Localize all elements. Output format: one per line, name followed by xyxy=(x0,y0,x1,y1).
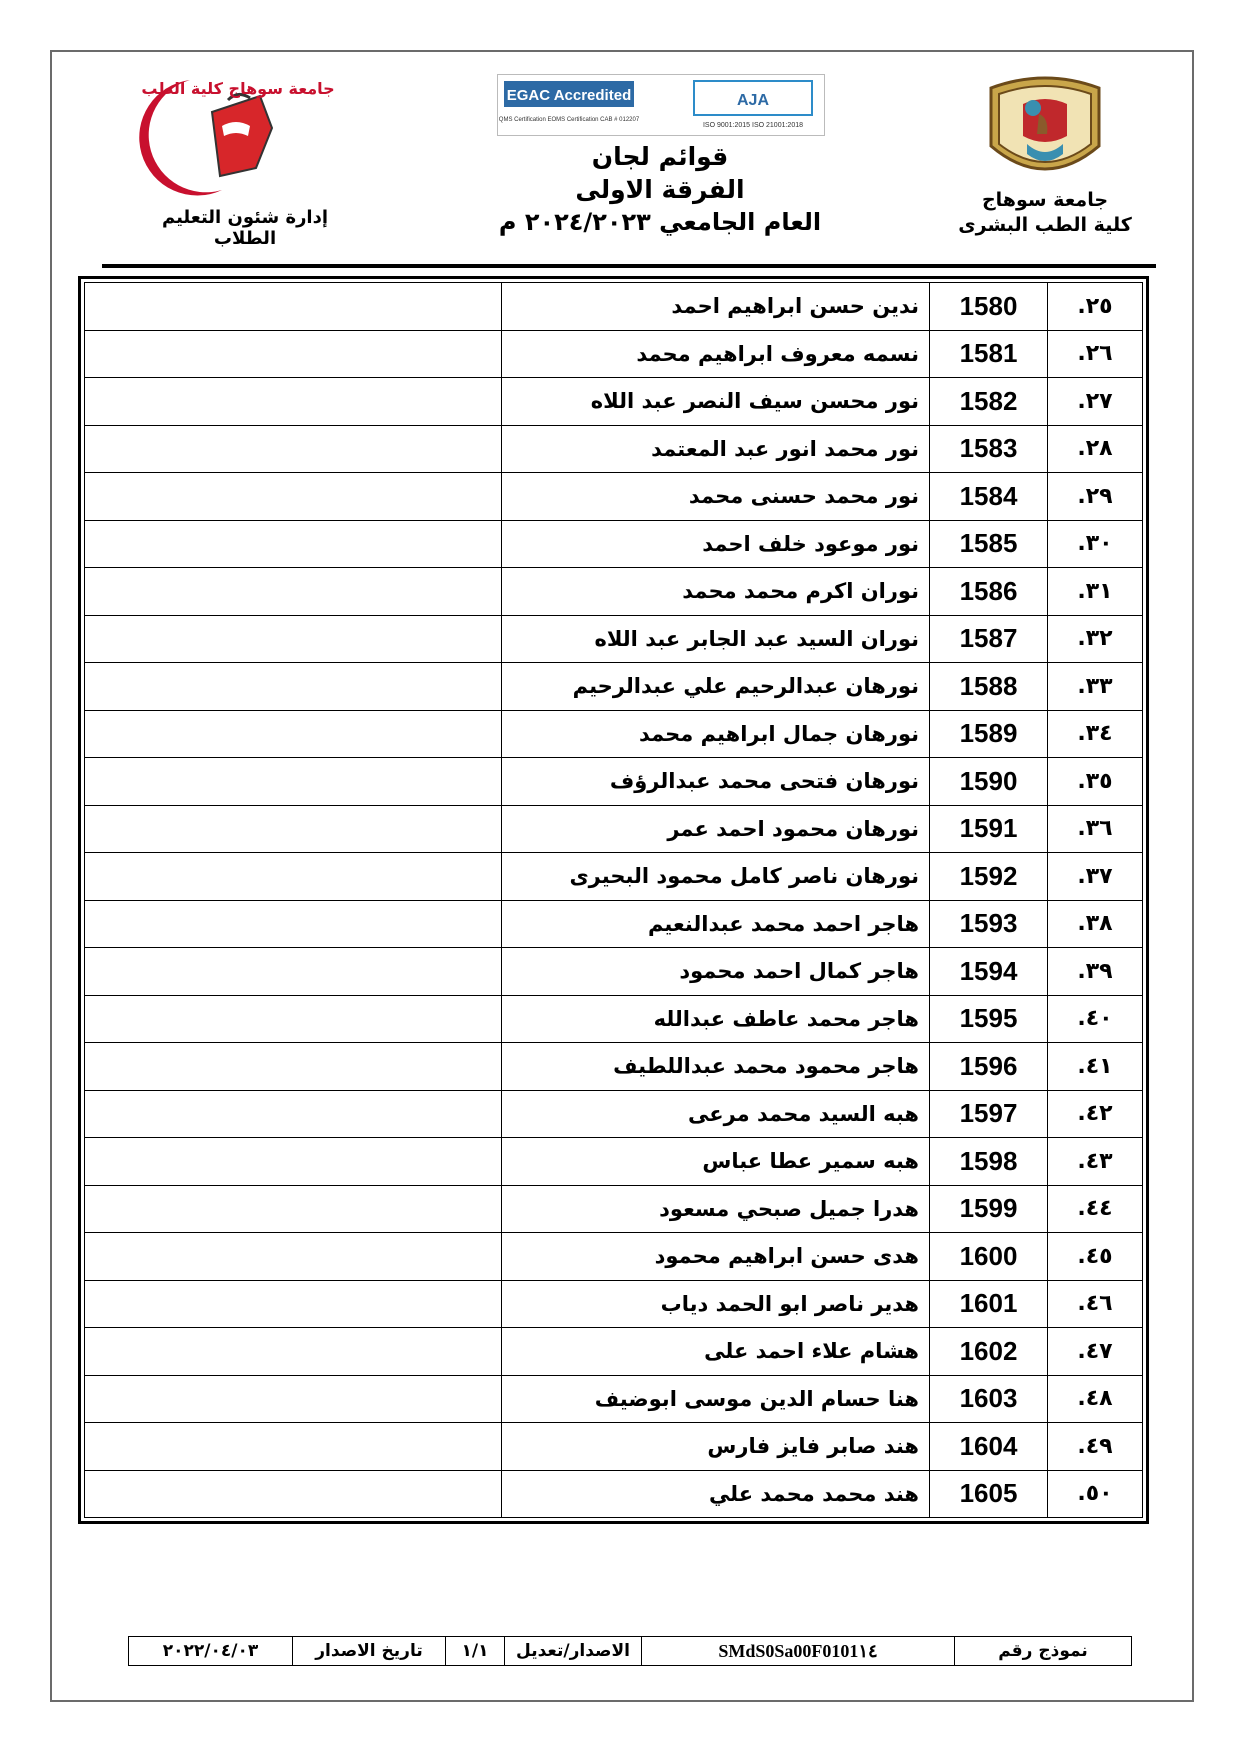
certification-badges xyxy=(497,74,825,136)
table-row xyxy=(85,330,1143,378)
student-name: نور محمد انور عبد المعتمد xyxy=(502,425,930,473)
row-index: ٣٨. xyxy=(1048,900,1143,948)
table-row xyxy=(85,568,1143,616)
student-code: 1598 xyxy=(930,1138,1048,1186)
student-name: هاجر محمد عاطف عبدالله xyxy=(502,995,930,1043)
table-row xyxy=(85,853,1143,901)
student-code: 1585 xyxy=(930,520,1048,568)
student-code: 1581 xyxy=(930,330,1048,378)
row-index: ٤٩. xyxy=(1048,1423,1143,1471)
signature-cell xyxy=(85,1280,502,1328)
signature-cell xyxy=(85,1185,502,1233)
table-row xyxy=(85,1043,1143,1091)
student-code: 1603 xyxy=(930,1375,1048,1423)
university-name: جامعة سوهاج xyxy=(981,189,1109,211)
row-index: ٤٣. xyxy=(1048,1138,1143,1186)
signature-cell xyxy=(85,995,502,1043)
student-code: 1583 xyxy=(930,425,1048,473)
row-index: ٥٠. xyxy=(1048,1470,1143,1518)
student-code: 1597 xyxy=(930,1090,1048,1138)
student-code: 1596 xyxy=(930,1043,1048,1091)
student-code: 1584 xyxy=(930,473,1048,521)
version-label: الاصدار/تعديل xyxy=(504,1637,641,1665)
row-index: ٢٦. xyxy=(1048,330,1143,378)
signature-cell xyxy=(85,1470,502,1518)
student-name: هاجر كمال احمد محمود xyxy=(502,948,930,996)
student-name: نورهان فتحى محمد عبدالرؤف xyxy=(502,758,930,806)
table-row xyxy=(85,900,1143,948)
table-row xyxy=(85,473,1143,521)
student-code: 1587 xyxy=(930,615,1048,663)
student-name: نورهان ناصر كامل محمود البحيرى xyxy=(502,853,930,901)
table-row xyxy=(85,710,1143,758)
row-index: ٤٤. xyxy=(1048,1185,1143,1233)
row-index: ٣٠. xyxy=(1048,520,1143,568)
table-row xyxy=(85,378,1143,426)
student-code: 1582 xyxy=(930,378,1048,426)
signature-cell xyxy=(85,378,502,426)
row-index: ٢٨. xyxy=(1048,425,1143,473)
student-name: نورهان محمود احمد عمر xyxy=(502,805,930,853)
signature-cell xyxy=(85,1375,502,1423)
row-index: ٢٧. xyxy=(1048,378,1143,426)
department-name: إدارة شئون التعليم الطلاب xyxy=(161,207,329,249)
table-row xyxy=(85,1280,1143,1328)
signature-cell xyxy=(85,283,502,331)
table-row xyxy=(85,425,1143,473)
table-row xyxy=(85,520,1143,568)
table-row xyxy=(85,1090,1143,1138)
student-name: هند صابر فايز فارس xyxy=(502,1423,930,1471)
table-row xyxy=(85,805,1143,853)
form-label: نموذج رقم xyxy=(954,1637,1131,1665)
form-code: SMdS0Sa00F0101١٤ xyxy=(641,1637,954,1665)
row-index: ٣٣. xyxy=(1048,663,1143,711)
student-name: هدرا جميل صبحي مسعود xyxy=(502,1185,930,1233)
table-row xyxy=(85,1328,1143,1376)
row-index: ٤٦. xyxy=(1048,1280,1143,1328)
table-row xyxy=(85,1470,1143,1518)
student-name: نسمه معروف ابراهيم محمد xyxy=(502,330,930,378)
student-name: نور موعود خلف احمد xyxy=(502,520,930,568)
student-code: 1590 xyxy=(930,758,1048,806)
row-index: ٣٩. xyxy=(1048,948,1143,996)
row-index: ٤٢. xyxy=(1048,1090,1143,1138)
table-row xyxy=(85,758,1143,806)
table-row xyxy=(85,1185,1143,1233)
row-index: ٣٤. xyxy=(1048,710,1143,758)
signature-cell xyxy=(85,1043,502,1091)
faculty-name: كلية الطب البشرى xyxy=(958,214,1132,236)
version-value: ١/١ xyxy=(445,1637,504,1665)
table-row xyxy=(85,1423,1143,1471)
student-name: هبه سمير عطا عباس xyxy=(502,1138,930,1186)
date-value: ٢٠٢٢/٠٤/٠٣ xyxy=(162,1641,259,1661)
table-row xyxy=(85,1375,1143,1423)
student-name: هبه السيد محمد مرعى xyxy=(502,1090,930,1138)
student-name: نورهان جمال ابراهيم محمد xyxy=(502,710,930,758)
student-code: 1591 xyxy=(930,805,1048,853)
students-table-grid xyxy=(84,282,1143,1518)
student-code: 1605 xyxy=(930,1470,1048,1518)
row-index: ٣٧. xyxy=(1048,853,1143,901)
signature-cell xyxy=(85,330,502,378)
row-index: ٣٥. xyxy=(1048,758,1143,806)
student-name: نوران السيد عبد الجابر عبد اللاه xyxy=(502,615,930,663)
row-index: ٤٠. xyxy=(1048,995,1143,1043)
student-name: هند محمد محمد علي xyxy=(502,1470,930,1518)
student-code: 1595 xyxy=(930,995,1048,1043)
signature-cell xyxy=(85,805,502,853)
student-code: 1586 xyxy=(930,568,1048,616)
student-code: 1593 xyxy=(930,900,1048,948)
academic-year: العام الجامعي ٢٠٢٤/٢٠٢٣ م xyxy=(498,208,822,236)
signature-cell xyxy=(85,1233,502,1281)
table-row xyxy=(85,615,1143,663)
student-code: 1589 xyxy=(930,710,1048,758)
signature-cell xyxy=(85,1138,502,1186)
row-index: ٣١. xyxy=(1048,568,1143,616)
row-index: ٤٥. xyxy=(1048,1233,1143,1281)
row-index: ٤٨. xyxy=(1048,1375,1143,1423)
certification-logos xyxy=(498,75,824,135)
students-table xyxy=(78,276,1149,1524)
level-title: الفرقة الاولى xyxy=(575,175,745,204)
table-row xyxy=(85,948,1143,996)
university-heading xyxy=(950,188,1140,238)
student-code: 1600 xyxy=(930,1233,1048,1281)
signature-cell xyxy=(85,758,502,806)
student-code: 1592 xyxy=(930,853,1048,901)
student-code: 1580 xyxy=(930,283,1048,331)
signature-cell xyxy=(85,473,502,521)
egac-sub: QMS Certification EOMS Certification CAB # 012207 xyxy=(498,117,640,123)
row-index: ٣٢. xyxy=(1048,615,1143,663)
table-row xyxy=(85,663,1143,711)
row-index: ٣٦. xyxy=(1048,805,1143,853)
signature-cell xyxy=(85,1090,502,1138)
aja-label: AJA xyxy=(736,92,770,109)
table-row xyxy=(85,283,1143,331)
student-name: هنا حسام الدين موسى ابوضيف xyxy=(502,1375,930,1423)
row-index: ٤١. xyxy=(1048,1043,1143,1091)
table-row xyxy=(85,1233,1143,1281)
student-name: هشام علاء احمد على xyxy=(502,1328,930,1376)
document-heading xyxy=(460,140,860,239)
signature-cell xyxy=(85,853,502,901)
table-row xyxy=(85,995,1143,1043)
student-code: 1601 xyxy=(930,1280,1048,1328)
table-row xyxy=(85,1138,1143,1186)
signature-cell xyxy=(85,568,502,616)
date-label: تاريخ الاصدار xyxy=(292,1637,445,1665)
row-index: ٢٩. xyxy=(1048,473,1143,521)
student-code: 1594 xyxy=(930,948,1048,996)
row-index: ٤٧. xyxy=(1048,1328,1143,1376)
student-name: هدى حسن ابراهيم محمود xyxy=(502,1233,930,1281)
row-index: ٢٥. xyxy=(1048,283,1143,331)
student-name: هاجر احمد محمد عبدالنعيم xyxy=(502,900,930,948)
student-name: نوران اكرم محمد محمد xyxy=(502,568,930,616)
student-name: نور محسن سيف النصر عبد اللاه xyxy=(502,378,930,426)
student-name: هدير ناصر ابو الحمد دياب xyxy=(502,1280,930,1328)
signature-cell xyxy=(85,900,502,948)
student-name: هاجر محمود محمد عبداللطيف xyxy=(502,1043,930,1091)
signature-cell xyxy=(85,1423,502,1471)
signature-cell xyxy=(85,520,502,568)
signature-cell xyxy=(85,1328,502,1376)
list-title: قوائم لجان xyxy=(591,142,729,171)
signature-cell xyxy=(85,948,502,996)
header-divider xyxy=(102,264,1156,268)
student-name: نور محمد حسنى محمد xyxy=(502,473,930,521)
student-name: نورهان عبدالرحيم علي عبدالرحيم xyxy=(502,663,930,711)
egac-label: EGAC Accredited xyxy=(506,87,632,104)
student-code: 1599 xyxy=(930,1185,1048,1233)
signature-cell xyxy=(85,425,502,473)
faculty-medicine-logo xyxy=(110,72,335,200)
signature-cell xyxy=(85,710,502,758)
student-code: 1604 xyxy=(930,1423,1048,1471)
student-code: 1588 xyxy=(930,663,1048,711)
signature-cell xyxy=(85,663,502,711)
aja-sub: ISO 9001:2015 ISO 21001:2018 xyxy=(702,122,804,129)
signature-cell xyxy=(85,615,502,663)
student-code: 1602 xyxy=(930,1328,1048,1376)
left-logo-lettering: جامعة سوهاج كلية الطب xyxy=(141,79,335,98)
form-info-bar xyxy=(128,1636,1132,1666)
student-name: ندين حسن ابراهيم احمد xyxy=(502,283,930,331)
sohag-university-logo xyxy=(983,74,1107,186)
